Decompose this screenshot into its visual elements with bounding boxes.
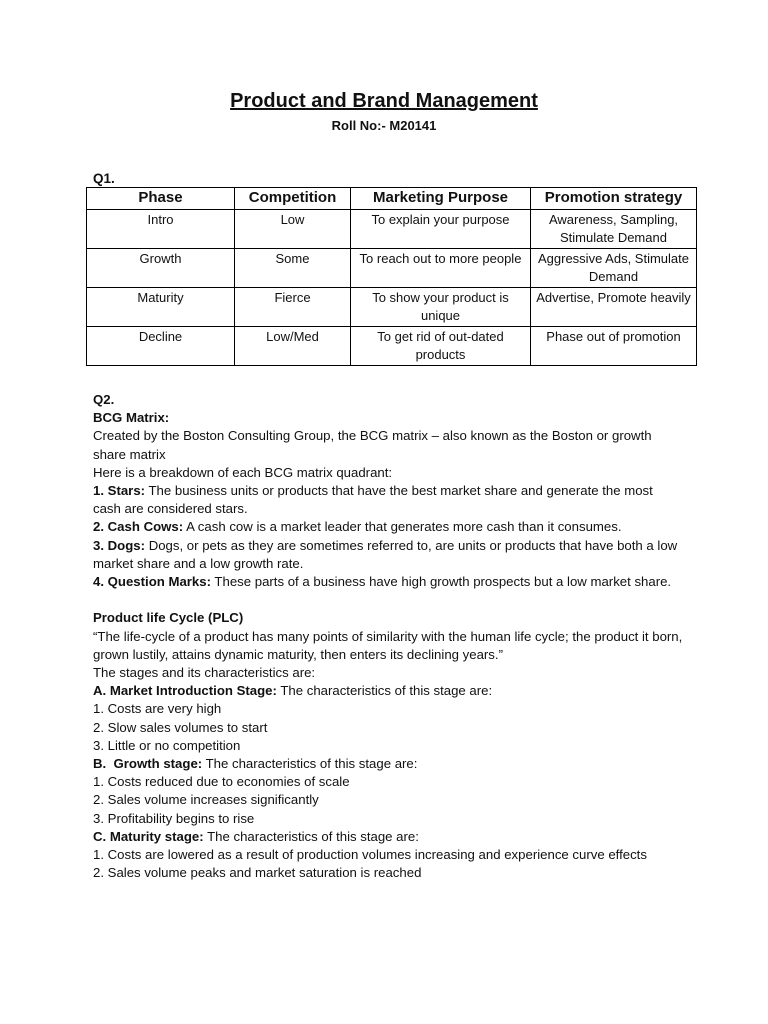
- list-item: 3. Little or no competition: [93, 737, 241, 753]
- table-cell: Phase out of promotion: [531, 327, 697, 366]
- column-header-promotion-strategy: Promotion strategy: [531, 188, 697, 210]
- q2-label: Q2.: [93, 392, 115, 407]
- list-item: [93, 482, 683, 518]
- table-header-row: [87, 188, 697, 210]
- q1-label: Q1.: [93, 171, 115, 186]
- table-cell: Low: [235, 210, 351, 249]
- page-title: Product and Brand Management: [230, 90, 538, 112]
- list-item: [93, 518, 683, 536]
- stage-b-term: B. Growth stage:: [93, 756, 203, 772]
- bcg-term: 1. Stars:: [93, 483, 146, 499]
- q2-section: [93, 391, 683, 882]
- table-cell: To explain your purpose: [351, 210, 531, 249]
- plc-quote: “The life-cycle of a product has many points of similarity with the human life cycle; the product it born, grown lustily, attains dynamic maturity, then enters its declining years.”: [93, 628, 683, 662]
- bcg-heading: BCG Matrix:: [93, 410, 170, 426]
- list-item: [93, 537, 683, 573]
- bcg-text: A cash cow is a market leader that generates more cash than it consumes.: [183, 519, 622, 535]
- stage-a-term: A. Market Introduction Stage:: [93, 683, 277, 699]
- table-cell: Growth: [87, 249, 235, 288]
- plc-stages-intro: The stages and its characteristics are:: [93, 665, 316, 681]
- list-item: 2. Sales volume peaks and market saturation is reached: [93, 865, 422, 881]
- stage-c-term: C. Maturity stage:: [93, 828, 204, 844]
- bcg-breakdown: Here is a breakdown of each BCG matrix quadrant:: [93, 464, 393, 480]
- table-cell: Decline: [87, 327, 235, 366]
- list-item: 1. Costs are very high: [93, 701, 222, 717]
- bcg-intro: Created by the Boston Consulting Group, the BCG matrix – also known as the Boston or growth share matrix: [93, 428, 652, 462]
- table-row: [87, 210, 697, 249]
- table-row: [87, 327, 697, 366]
- plc-phase-table: [86, 187, 697, 366]
- bcg-text: Dogs, or pets as they are sometimes referred to, are units or products that have both a low market share and a low growth rate.: [93, 537, 678, 571]
- table-cell: To reach out to more people: [351, 249, 531, 288]
- list-item: 2. Sales volume increases significantly: [93, 792, 319, 808]
- table-cell: Aggressive Ads, Stimulate Demand: [531, 249, 697, 288]
- table-cell: Some: [235, 249, 351, 288]
- table-cell: Awareness, Sampling, Stimulate Demand: [531, 210, 697, 249]
- table-cell: To show your product is unique: [351, 288, 531, 327]
- stage-c-text: The characteristics of this stage are:: [203, 828, 419, 844]
- plc-heading: Product life Cycle (PLC): [93, 610, 244, 626]
- column-header-marketing-purpose: Marketing Purpose: [351, 188, 531, 210]
- bcg-text: The business units or products that have the best market share and generate the most cash are considered stars.: [93, 483, 653, 517]
- bcg-term: 3. Dogs:: [93, 537, 146, 553]
- table-cell: Advertise, Promote heavily: [531, 288, 697, 327]
- roll-number: Roll No:- M20141: [331, 118, 437, 133]
- list-item: [93, 573, 683, 591]
- bcg-term: 4. Question Marks:: [93, 574, 211, 590]
- table-cell: Maturity: [87, 288, 235, 327]
- bcg-text: These parts of a business have high growth prospects but a low market share.: [211, 574, 672, 590]
- stage-a-text: The characteristics of this stage are:: [276, 683, 493, 699]
- list-item: 2. Slow sales volumes to start: [93, 719, 268, 735]
- list-item: 3. Profitability begins to rise: [93, 810, 255, 826]
- table-cell: Low/Med: [235, 327, 351, 366]
- table-cell: Fierce: [235, 288, 351, 327]
- spacer: [93, 591, 683, 609]
- column-header-competition: Competition: [235, 188, 351, 210]
- column-header-phase: Phase: [87, 188, 235, 210]
- stage-b-text: The characteristics of this stage are:: [202, 756, 418, 772]
- table-cell: Intro: [87, 210, 235, 249]
- bcg-term: 2. Cash Cows:: [93, 519, 184, 535]
- table-row: [87, 288, 697, 327]
- list-item: 1. Costs are lowered as a result of production volumes increasing and experience curve effects: [93, 847, 647, 863]
- table-cell: To get rid of out-dated products: [351, 327, 531, 366]
- table-row: [87, 249, 697, 288]
- list-item: 1. Costs reduced due to economies of scale: [93, 774, 350, 790]
